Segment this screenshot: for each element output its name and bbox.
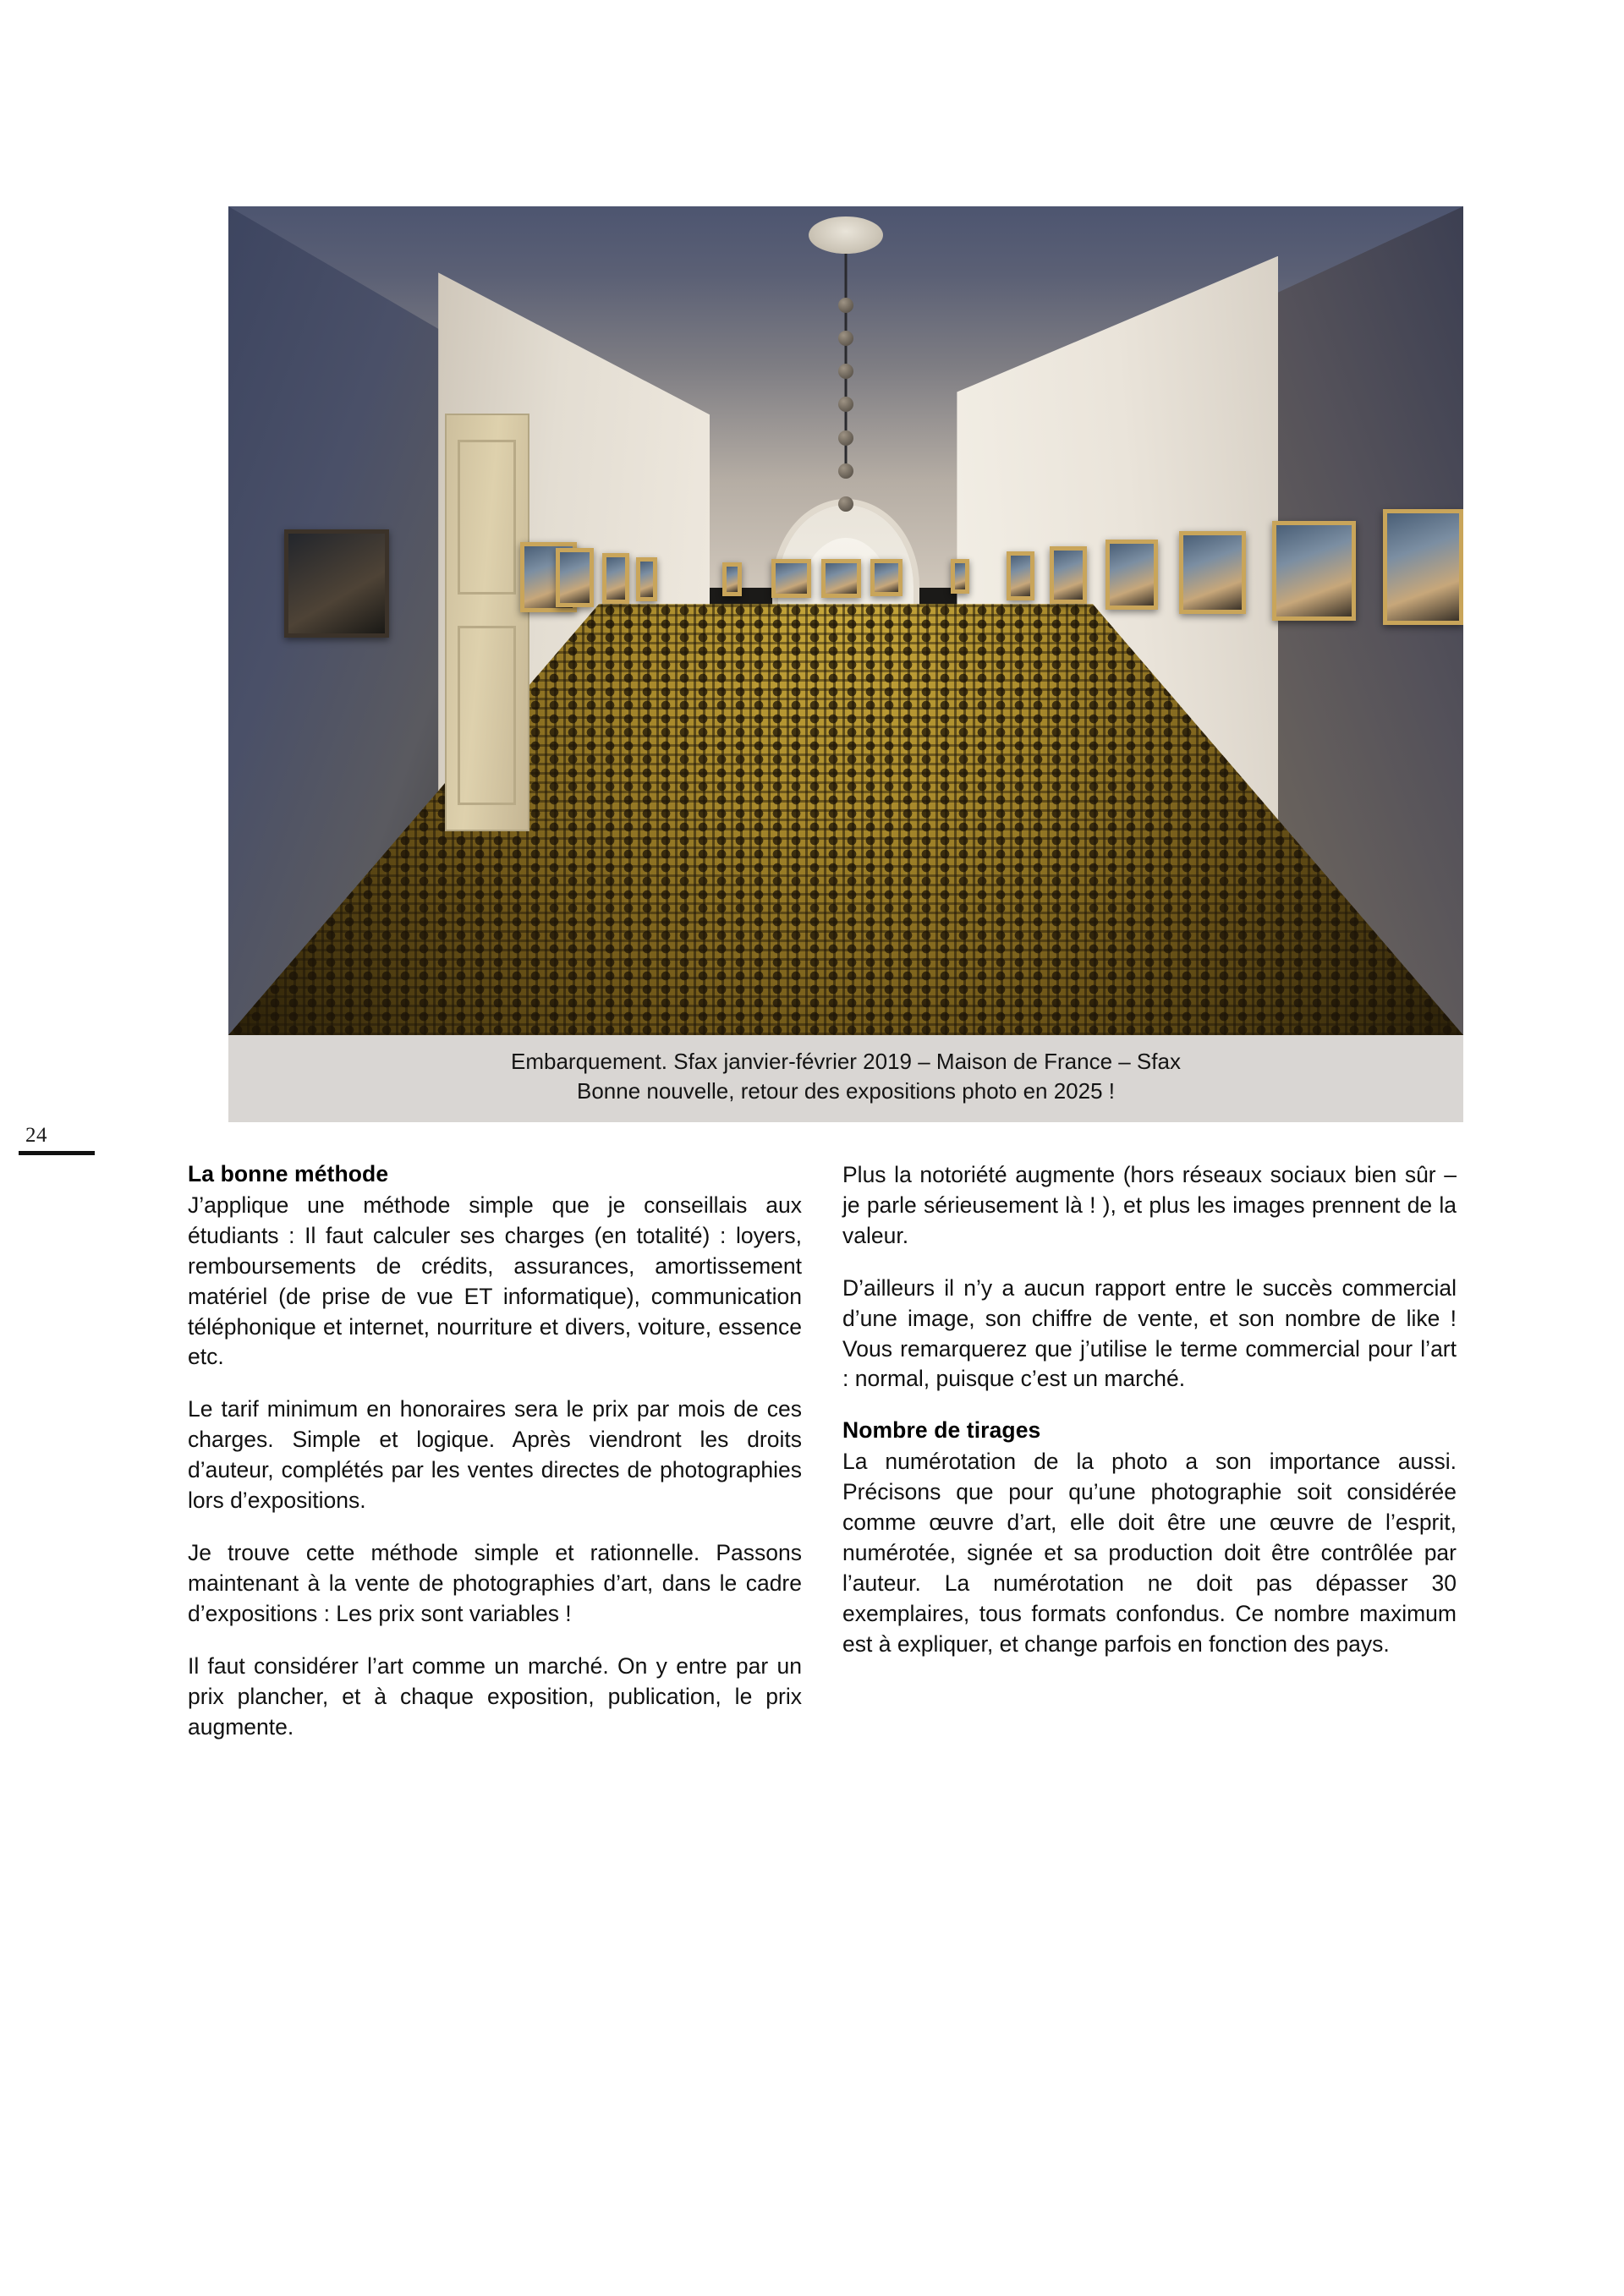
photo-framed-artwork xyxy=(951,559,969,594)
article-left-column xyxy=(188,1160,802,1742)
figure-caption-line-2: Bonne nouvelle, retour des expositions photo en 2025 ! xyxy=(576,1077,1115,1104)
paragraph: Je trouve cette méthode simple et rationnelle. Passons maintenant à la vente de photographies d’art, dans le cadre d’expositions : Les prix sont variables ! xyxy=(188,1539,802,1626)
photo-framed-artwork xyxy=(636,557,657,602)
paragraph: Il faut considérer l’art comme un marché. On y entre par un prix plancher, et à chaque exposition, publication, le prix augmente. xyxy=(188,1652,802,1740)
section-heading-la-bonne-methode: La bonne méthode xyxy=(188,1161,389,1186)
page-number-rule xyxy=(19,1151,95,1155)
photo-lamp-bead xyxy=(838,496,853,512)
photo-ceiling-rose xyxy=(809,216,883,254)
photograph-exhibition-corridor xyxy=(228,206,1463,1035)
photo-framed-artwork xyxy=(722,562,742,595)
photo-framed-artwork xyxy=(821,559,861,597)
article-right-column xyxy=(842,1160,1457,1742)
figure-exhibition-corridor xyxy=(228,206,1463,1122)
section-heading-nombre-de-tirages: Nombre de tirages xyxy=(842,1417,1041,1444)
figure-caption-line-1: Embarquement. Sfax janvier-février 2019 – Maison de France – Sfax xyxy=(511,1049,1181,1074)
photo-lamp-bead xyxy=(838,463,853,479)
photo-lamp-bead xyxy=(838,430,853,446)
photo-framed-artwork xyxy=(1383,509,1463,625)
photo-framed-artwork xyxy=(870,559,903,595)
page-number: 24 xyxy=(25,1124,47,1147)
photo-lamp-bead xyxy=(838,298,853,313)
photo-framed-artwork xyxy=(284,529,389,637)
paragraph: La numérotation de la photo a son importance aussi. Précisons que pour qu’une photographie soit considérée comme œuvre d’art, elle doit être une œuvre de l’esprit, numérotée, signée et sa production doit être contrôlée par l’auteur. La numérotation ne doit pas dépasser 30 exemplaires, tous formats confondus. Ce nombre maximum est à expliquer, et change parfois en fonction des pays. xyxy=(842,1449,1457,1657)
photo-lamp-bead xyxy=(838,397,853,412)
photo-framed-artwork xyxy=(602,553,629,605)
photo-lamp-bead xyxy=(838,364,853,379)
photo-lamp-bead xyxy=(838,331,853,346)
photo-framed-artwork xyxy=(1179,531,1246,614)
photo-left-door xyxy=(445,414,529,831)
photo-framed-artwork xyxy=(1050,546,1087,605)
paragraph: J’applique une méthode simple que je conseillais aux étudiants : Il faut calculer ses charges (en totalité) : loyers, remboursements de crédits, assurances, amortissement matériel (de prise de vue ET informatique), communication téléphonique et internet, nourriture et divers, voiture, essence etc. xyxy=(188,1192,802,1370)
photo-framed-artwork xyxy=(771,559,811,597)
paragraph: Plus la notoriété augmente (hors réseaux sociaux bien sûr – je parle sérieusement là ! ), et plus les images prennent de la valeur. xyxy=(842,1162,1457,1248)
page-number-marker xyxy=(19,1125,100,1155)
photo-framed-artwork xyxy=(556,548,594,608)
photo-framed-artwork xyxy=(1272,521,1356,621)
paragraph: D’ailleurs il n’y a aucun rapport entre le succès commercial d’une image, son chiffre de vente, et son nombre de like ! Vous remarquerez que j’utilise le terme commercial pour l’art : normal, puisque c’est un marché. xyxy=(842,1274,1457,1392)
paragraph: Le tarif minimum en honoraires sera le prix par mois de ces charges. Simple et logique. Après viendront les droits d’auteur, complétés par les ventes directes de photographies lors d’expositions. xyxy=(188,1396,802,1514)
article-body xyxy=(188,1160,1457,1742)
photo-framed-artwork xyxy=(1106,540,1159,610)
figure-caption xyxy=(228,1035,1463,1122)
photo-framed-artwork xyxy=(1007,551,1035,601)
